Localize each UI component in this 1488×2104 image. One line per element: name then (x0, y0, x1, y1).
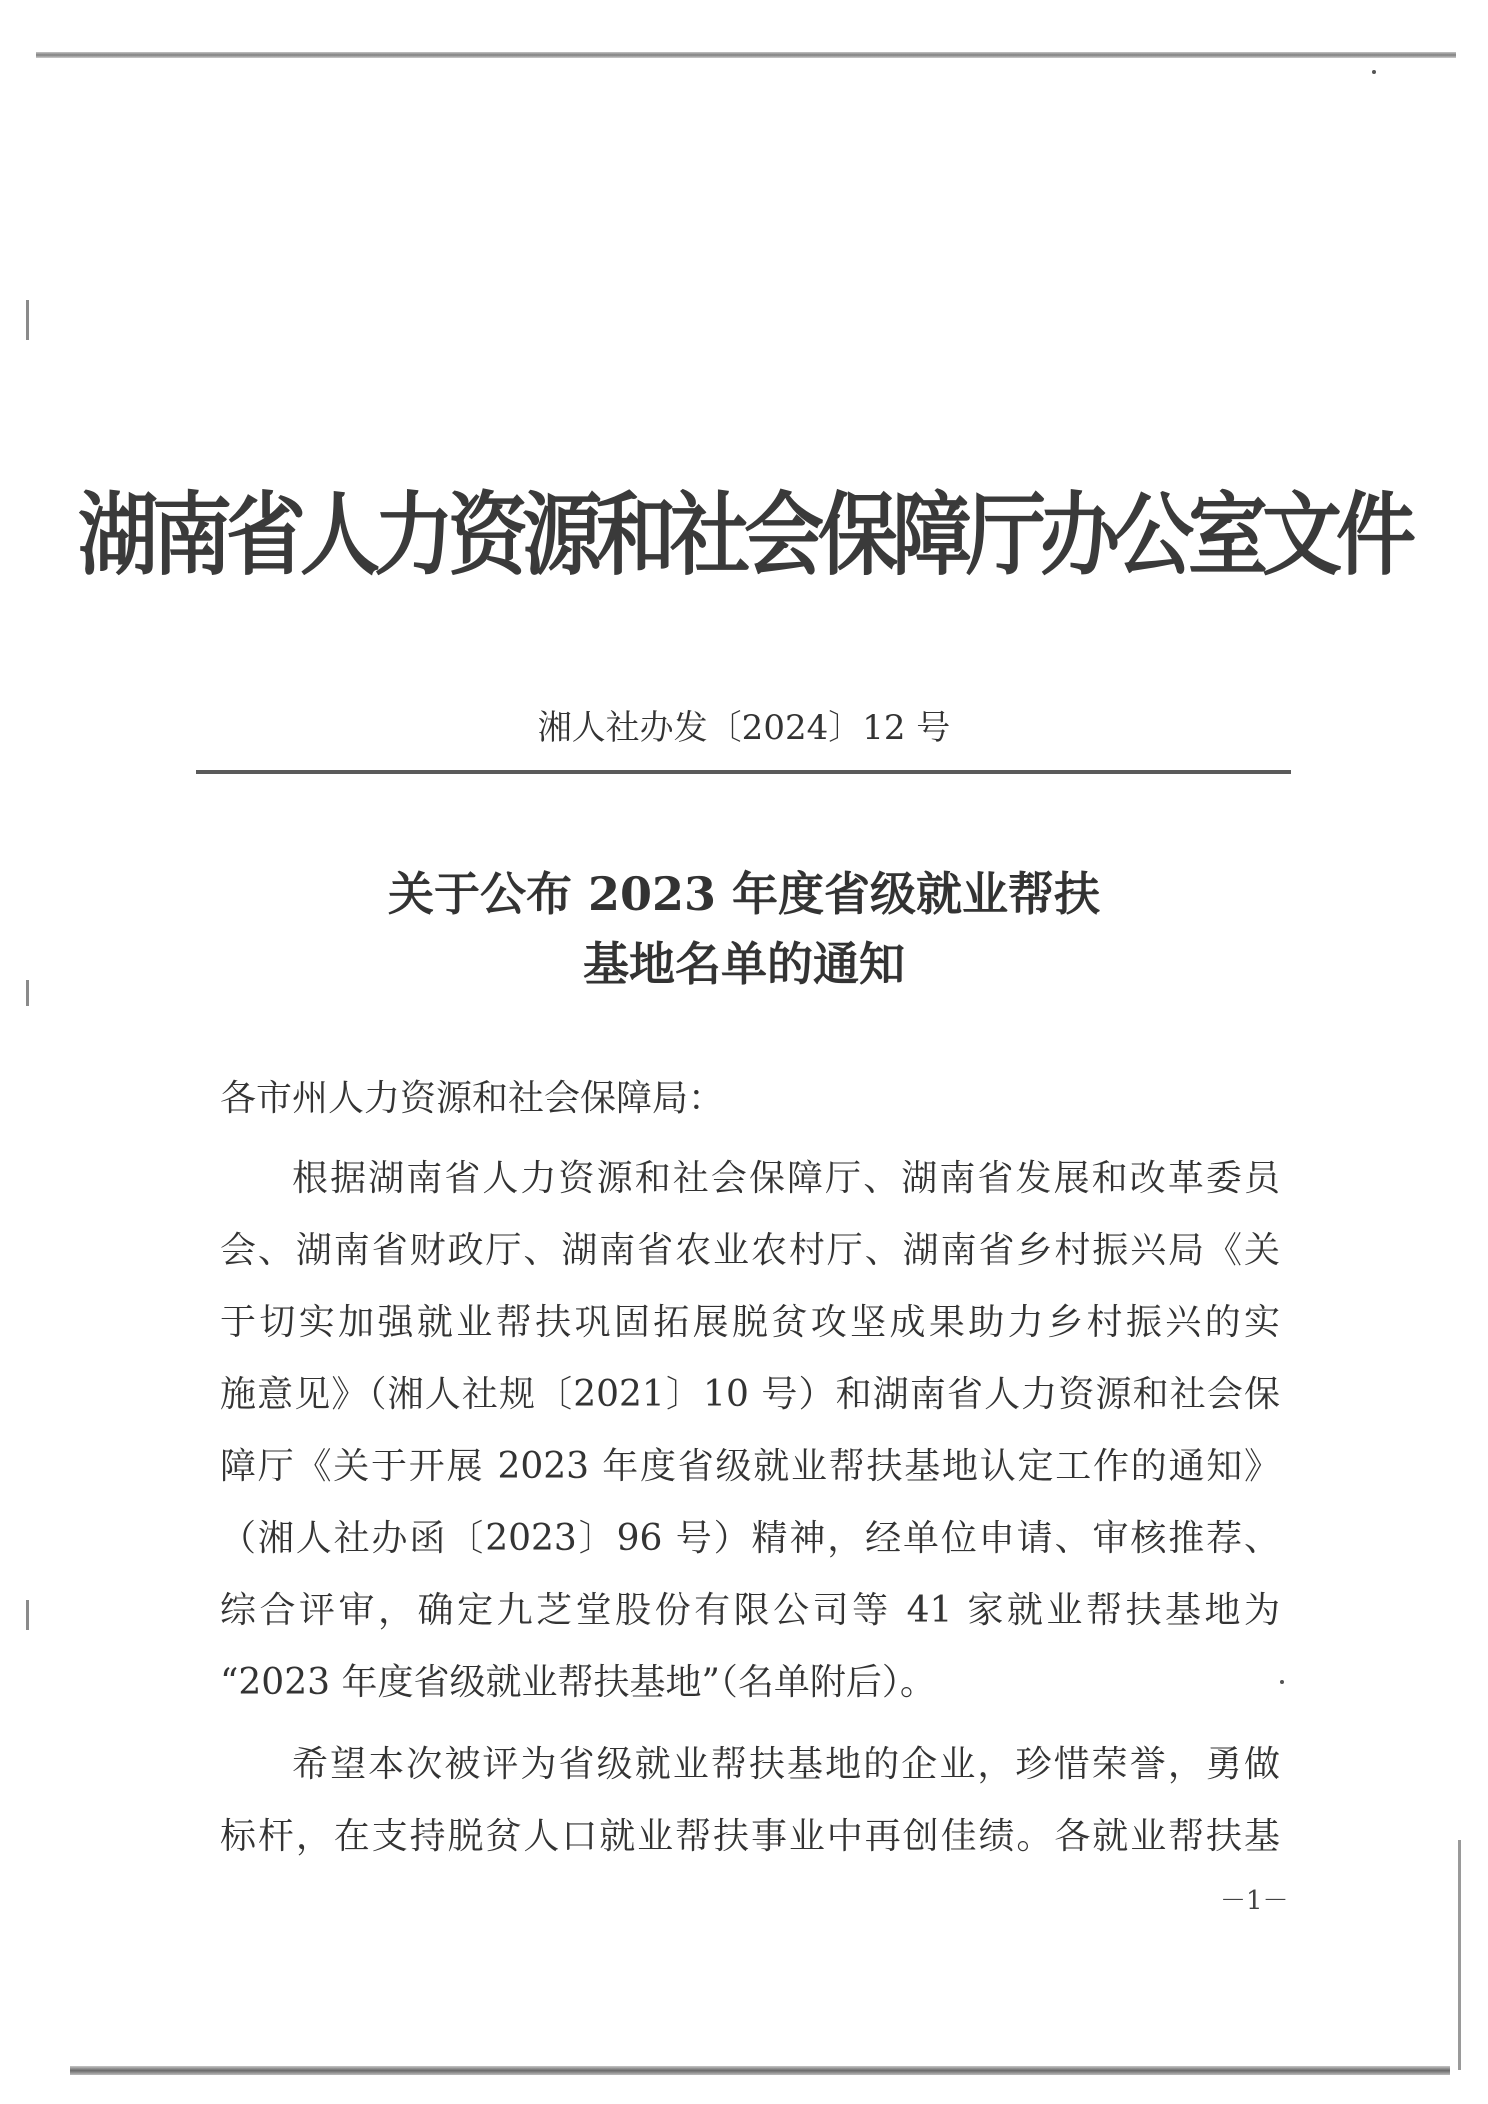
scan-edge-mark (26, 300, 29, 340)
scan-edge-top (36, 52, 1456, 58)
scan-speck (1372, 70, 1376, 74)
paragraph-1-line: 会、湖南省财政厅、湖南省农业农村厅、湖南省乡村振兴局《关 (220, 1230, 1280, 1271)
paragraph-1-line: 综合评审，确定九芝堂股份有限公司等 41 家就业帮扶基地为 (220, 1590, 1280, 1631)
document-title-line-1: 关于公布 2023 年度省级就业帮扶 (387, 867, 1101, 921)
scan-speck (1280, 1680, 1284, 1684)
paragraph-1-line: 施意见》（湘人社规〔2021〕10 号）和湖南省人力资源和社会保 (220, 1374, 1280, 1415)
paragraph-2-line: 希望本次被评为省级就业帮扶基地的企业，珍惜荣誉，勇做 (292, 1744, 1280, 1785)
document-number: 湘人社办发〔2024〕12 号 (537, 708, 951, 748)
scan-edge-bottom (70, 2066, 1450, 2075)
paragraph-1-line: 根据湖南省人力资源和社会保障厅、湖南省发展和改革委员 (292, 1158, 1280, 1199)
paragraph-1-line: 于切实加强就业帮扶巩固拓展脱贫攻坚成果助力乡村振兴的实 (220, 1302, 1280, 1343)
scan-edge-mark (26, 1600, 29, 1630)
header-rule (196, 770, 1291, 774)
scan-edge-right (1458, 1840, 1461, 2070)
document-masthead: 湖南省人力资源和社会保障厅办公室文件 (78, 483, 1410, 588)
document-title-line-2: 基地名单的通知 (583, 937, 905, 991)
paragraph-2-line: 标杆，在支持脱贫人口就业帮扶事业中再创佳绩。各就业帮扶基 (220, 1816, 1280, 1857)
paragraph-1-line: （湘人社办函〔2023〕96 号）精神，经单位申请、审核推荐、 (220, 1518, 1280, 1559)
paragraph-1-line: 障厅《关于开展 2023 年度省级就业帮扶基地认定工作的通知》 (220, 1446, 1280, 1487)
paragraph-1-line: “2023 年度省级就业帮扶基地”（名单附后）。 (220, 1662, 936, 1703)
page-number: －1－ (1220, 1886, 1289, 1916)
salutation: 各市州人力资源和社会保障局： (220, 1078, 725, 1119)
